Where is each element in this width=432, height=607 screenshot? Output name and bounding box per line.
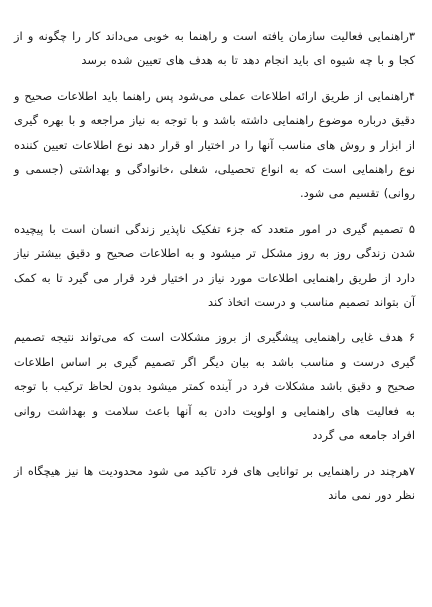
paragraph-5: ۵ تصمیم گیری در امور متعدد که جزء تفکیک ناپذیر زندگی انسان است با پیچیده شدن زندگی روز به روز مشکل تر میشود و به اطلاعات صحیح و دقیق بیشتر نیاز دارد از طریق راهنمایی اطلاعات مورد نیاز در اختیار فرد قرار می گیرد تا به کمک آن بتواند تصمیم مناسب و درست اتخاذ کند bbox=[14, 221, 415, 310]
paragraph-6: ۶ هدف غایی راهنمایی پیشگیری از بروز مشکلات است که می‌تواند نتیجه تصمیم گیری درست و مناسب باشد به بیان دیگر اگر تصمیم گیری بر اساس اطلاعات صحیح و دقیق باشد مشکلات فرد در آینده کمتر میشود بدون لحاظ ترکیب با توجه به فعالیت های راهنمایی و اولویت دادن به آنها باعث سلامت و بهداشت روانی افراد جامعه می گردد bbox=[14, 330, 415, 443]
paragraph-4: ۴راهنمایی از طریق ارائه اطلاعات عملی می‌شود پس راهنما باید اطلاعات صحیح و دقیق درباره موضوع راهنمایی داشته باشد و با توجه به نیاز مراجعه و با بهره گیری از ابزار و روش های مناسب آنها را در اختیار او قرار دهد نوع اطلاعات تعیین کننده نوع راهنمایی است که به انواع تحصیلی، شغلی ،خانوادگی و بهداشتی (جسمی و روانی) تقسیم می شود. bbox=[14, 88, 415, 201]
paragraph-3: ۳راهنمایی فعالیت سازمان یافته است و راهنما به خوبی می‌داند کار را چگونه و از کجا و با چه شیوه ای باید انجام دهد تا به هدف های تعیین شده برسد bbox=[14, 29, 415, 68]
paragraph-7: ۷هرچند در راهنمایی بر توانایی های فرد تاکید می شود محدودیت ها نیز هیچگاه از نظر دور نمی ماند bbox=[14, 463, 415, 502]
